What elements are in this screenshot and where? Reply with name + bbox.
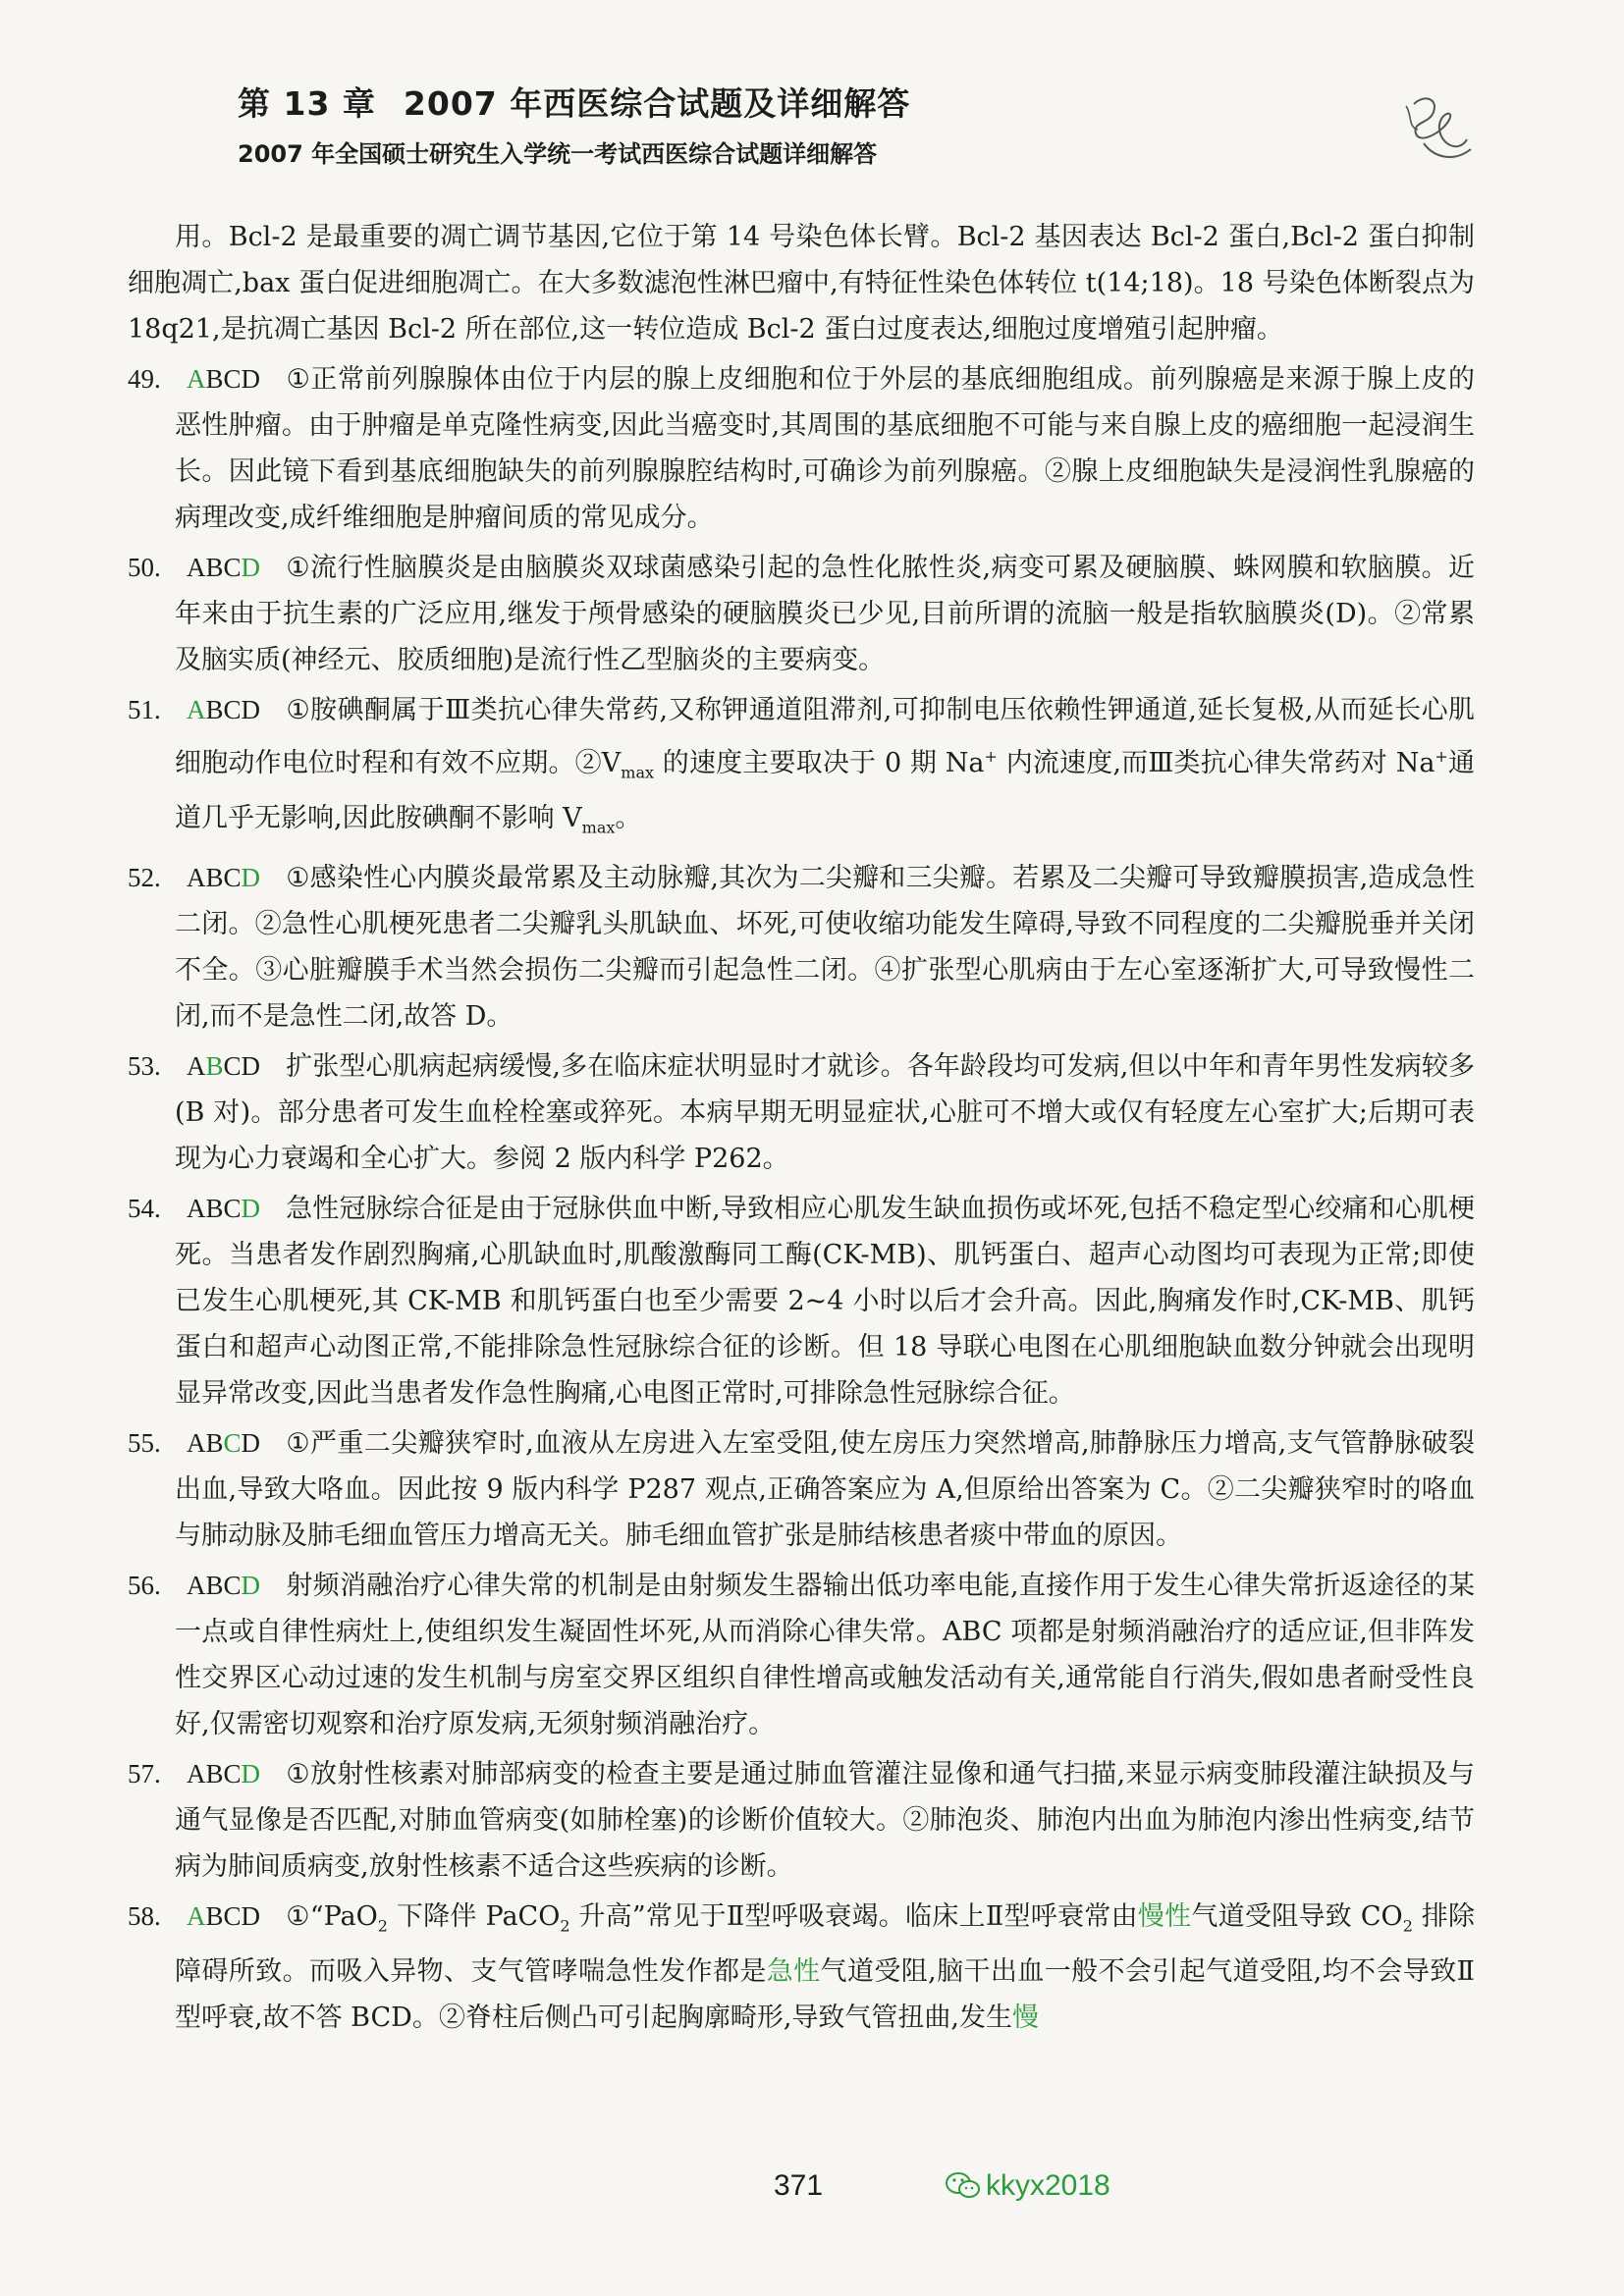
- option-letter: A: [187, 862, 206, 892]
- option-letter: D: [241, 695, 261, 724]
- option-letter: B: [205, 1900, 224, 1931]
- answer-item: [128, 687, 1475, 851]
- item-body: [175, 1428, 1475, 1551]
- option-letter: B: [205, 553, 224, 582]
- option-letter: A: [187, 1050, 206, 1081]
- answer-item: [128, 1751, 1475, 1890]
- item-body: [175, 1759, 1475, 1882]
- option-letter: C: [223, 1050, 242, 1081]
- text-segment: 下降伴 PaCO: [387, 1900, 561, 1932]
- option-letter: B: [205, 1050, 224, 1081]
- item-number: 58.: [128, 1900, 161, 1931]
- text-segment: 急性: [766, 1956, 821, 1988]
- answer-item: [128, 1186, 1475, 1416]
- text-segment: 2: [377, 1916, 388, 1936]
- item-number: 54.: [128, 1193, 161, 1223]
- option-letter: A: [187, 1193, 206, 1223]
- item-number: 56.: [128, 1570, 161, 1600]
- option-letter: D: [241, 1427, 261, 1458]
- item-number: 50.: [128, 553, 161, 582]
- option-letter: A: [187, 1570, 206, 1600]
- text-segment: max: [621, 763, 655, 782]
- chapter-name: 2007 年西医综合试题及详细解答: [403, 84, 911, 123]
- option-letter: A: [187, 364, 206, 394]
- item-number: 52.: [128, 862, 161, 892]
- option-letter: D: [241, 1050, 261, 1081]
- text-segment: 慢性: [1137, 1900, 1192, 1932]
- item-number: 51.: [128, 695, 161, 724]
- item-text: ①严重二尖瓣狭窄时,血液从左房进入左室受阻,使左房压力突然增高,肺静脉压力增高,支气管静脉破裂出血,导致大咯血。因此按 9 版内科学 P287 观点,正确答案应为 A,但原给出答案为 C。②二尖瓣狭窄时的咯血与肺动脉及肺毛细血管压力增高无关。肺毛细血管扩张是肺结核患者痰中带血的原因。: [175, 1427, 1475, 1551]
- item-options: [187, 1194, 260, 1223]
- text-segment: 通道几乎无影响,因此胺碘酮不影响 V: [175, 748, 1476, 834]
- text-segment: ①胺碘酮属于Ⅲ类抗心律失常药,又称钾通道阻滞剂,可抑制电压依赖性钾通道,延长复极,从而延长心肌细胞动作电位时程和有效不应期。②V: [175, 695, 1475, 778]
- answer-item: [128, 1043, 1475, 1182]
- option-letter: D: [241, 1900, 261, 1931]
- watermark: [945, 2169, 1110, 2203]
- item-body: [175, 553, 1475, 675]
- item-options: [187, 863, 260, 892]
- item-body: [175, 364, 1475, 533]
- item-number: 55.: [128, 1427, 161, 1458]
- option-letter: C: [223, 862, 242, 892]
- item-options: [187, 1901, 260, 1931]
- item-number: 57.: [128, 1758, 161, 1789]
- option-letter: D: [241, 1758, 261, 1789]
- page-content: [128, 214, 1475, 2045]
- text-segment: +: [1435, 747, 1448, 766]
- option-letter: B: [205, 1570, 224, 1600]
- option-letter: C: [223, 364, 242, 394]
- answer-item: [128, 356, 1475, 541]
- option-letter: C: [223, 1570, 242, 1600]
- item-text: ①感染性心内膜炎最常累及主动脉瓣,其次为二尖瓣和三尖瓣。若累及二尖瓣可导致瓣膜损害,造成急性二闭。②急性心肌梗死患者二尖瓣乳头肌缺血、坏死,可使收缩功能发生障碍,导致不同程度的二尖瓣脱垂并关闭不全。③心脏瓣膜手术当然会损伤二尖瓣而引起急性二闭。④扩张型心肌病由于左心室逐渐扩大,可导致慢性二闭,而不是急性二闭,故答 D。: [175, 862, 1475, 1032]
- option-letter: B: [205, 862, 224, 892]
- item-options: [187, 1571, 260, 1600]
- option-letter: A: [187, 1427, 206, 1458]
- item-text: [175, 1901, 1475, 2033]
- option-letter: B: [205, 695, 224, 724]
- page-footer: [0, 2169, 1624, 2228]
- page-subtitle: 2007 年全国硕士研究生入学统一考试西医综合试题详细解答: [238, 140, 878, 168]
- option-letter: B: [205, 1427, 224, 1458]
- answer-item: [128, 1563, 1475, 1747]
- item-text: ①放射性核素对肺部病变的检查主要是通过肺血管灌注显像和通气扫描,来显示病变肺段灌注缺损及与通气显像是否匹配,对肺血管病变(如肺栓塞)的诊断价值较大。②肺泡炎、肺泡内出血为肺泡内渗出性病变,结节病为肺间质病变,放射性核素不适合这些疾病的诊断。: [175, 1758, 1475, 1882]
- item-body: [175, 863, 1475, 1032]
- wechat-icon: [945, 2170, 982, 2202]
- text-segment: 升高”常见于Ⅱ型呼吸衰竭。临床上Ⅱ型呼衰常由: [569, 1900, 1138, 1932]
- text-segment: 慢: [1011, 2002, 1039, 2034]
- answer-item: [128, 545, 1475, 683]
- text-segment: 气道受阻,脑干出血一般不会引起气道受阻,均不会导致Ⅱ型呼衰,故不答 BCD。②脊柱后侧凸可引起胸廓畸形,导致气管扭曲,发生: [175, 1956, 1476, 2034]
- item-number: 53.: [128, 1050, 161, 1081]
- item-text: 射频消融治疗心律失常的机制是由射频发生器输出低功率电能,直接作用于发生心律失常折返途径的某一点或自律性病灶上,使组织发生凝固性坏死,从而消除心律失常。ABC 项都是射频消融治疗的适应证,但非阵发性交界区心动过速的发生机制与房室交界区组织自律性增高或触发活动有关,通常能自行消失,假如患者耐受性良好,仅需密切观察和治疗原发病,无须射频消融治疗。: [175, 1570, 1475, 1739]
- item-body: [175, 1051, 1475, 1174]
- option-letter: A: [187, 553, 206, 582]
- option-letter: C: [223, 695, 242, 724]
- option-letter: D: [241, 862, 261, 892]
- answer-item: [128, 855, 1475, 1040]
- item-text: ①流行性脑膜炎是由脑膜炎双球菌感染引起的急性化脓性炎,病变可累及硬脑膜、蛛网膜和软脑膜。近年来由于抗生素的广泛应用,继发于颅骨感染的硬脑膜炎已少见,目前所谓的流脑一般是指软脑膜炎(D)。②常累及脑实质(神经元、胶质细胞)是流行性乙型脑炎的主要病变。: [175, 553, 1475, 675]
- item-options: [187, 695, 260, 724]
- text-segment: 气道受阻导致 CO: [1191, 1900, 1403, 1932]
- option-letter: B: [205, 364, 224, 394]
- option-letter: D: [241, 364, 261, 394]
- option-letter: C: [223, 1193, 242, 1223]
- text-segment: 内流速度,而Ⅲ类抗心律失常药对 Na: [997, 748, 1435, 778]
- option-letter: D: [241, 1193, 261, 1223]
- item-options: [187, 1759, 260, 1789]
- option-letter: C: [223, 1758, 242, 1789]
- option-letter: C: [223, 553, 242, 582]
- text-segment: max: [581, 818, 616, 837]
- text-segment: 的速度主要取决于 0 期 Na: [654, 748, 985, 778]
- item-text: 急性冠脉综合征是由于冠脉供血中断,导致相应心肌发生缺血损伤或坏死,包括不稳定型心绞痛和心肌梗死。当患者发作剧烈胸痛,心肌缺血时,肌酸激酶同工酶(CK-MB)、肌钙蛋白、超声心动图均可表现为正常;即使已发生心肌梗死,其 CK-MB 和肌钙蛋白也至少需要 2~4 小时以后才会升高。因此,胸痛发作时,CK-MB、肌钙蛋白和超声心动图正常,不能排除急性冠脉综合征的诊断。但 18 导联心电图在心肌细胞缺血数分钟就会出现明显异常改变,因此当患者发作急性胸痛,心电图正常时,可排除急性冠脉综合征。: [175, 1193, 1475, 1409]
- item-options: [187, 364, 260, 394]
- page-header: [238, 79, 1465, 169]
- option-letter: C: [223, 1900, 242, 1931]
- answer-item: [128, 1894, 1475, 2041]
- item-options: [187, 1428, 260, 1458]
- answer-list: [128, 356, 1475, 2041]
- page-number: 371: [774, 2169, 824, 2202]
- text-segment: 2: [1402, 1916, 1413, 1936]
- item-text: ①正常前列腺腺体由位于内层的腺上皮细胞和位于外层的基底细胞组成。前列腺癌是来源于腺上皮的恶性肿瘤。由于肿瘤是单克隆性病变,因此当癌变时,其周围的基底细胞不可能与来自腺上皮的癌细胞一起浸润生长。因此镜下看到基底细胞缺失的前列腺腺腔结构时,可确诊为前列腺癌。②腺上皮细胞缺失是浸润性乳腺癌的病理改变,成纤维细胞是肿瘤间质的常见成分。: [175, 364, 1475, 533]
- item-options: [187, 553, 260, 582]
- intro-paragraph: 用。Bcl-2 是最重要的凋亡调节基因,它位于第 14 号染色体长臂。Bcl-2 基因表达 Bcl-2 蛋白,Bcl-2 蛋白抑制细胞凋亡,bax 蛋白促进细胞凋亡。在大多数滤泡性淋巴瘤中,有特征性染色体转位 t(14;18)。18 号染色体断裂点为 18q21,是抗凋亡基因 Bcl-2 所在部位,这一转位造成 Bcl-2 蛋白过度表达,细胞过度增殖引起肿瘤。: [128, 222, 1475, 345]
- text-segment: +: [984, 747, 998, 766]
- option-letter: A: [187, 695, 206, 724]
- chapter-title: [238, 79, 1465, 125]
- option-letter: A: [187, 1758, 206, 1789]
- item-number: 49.: [128, 364, 161, 394]
- option-letter: C: [223, 1427, 242, 1458]
- item-body: [175, 1194, 1475, 1409]
- signature-icon: [1394, 84, 1483, 173]
- text-segment: ①“PaO: [286, 1900, 378, 1932]
- answer-item: [128, 1420, 1475, 1559]
- option-letter: B: [205, 1758, 224, 1789]
- option-letter: D: [241, 1570, 261, 1600]
- item-options: [187, 1051, 260, 1081]
- option-letter: B: [205, 1193, 224, 1223]
- option-letter: D: [241, 553, 261, 582]
- option-letter: A: [187, 1900, 206, 1931]
- item-text: [175, 695, 1476, 837]
- item-text: 扩张型心肌病起病缓慢,多在临床症状明显时才就诊。各年龄段均可发病,但以中年和青年男性发病较多(B 对)。部分患者可发生血栓栓塞或猝死。本病早期无明显症状,心脏可不增大或仅有轻度左心室扩大;后期可表现为心力衰竭和全心扩大。参阅 2 版内科学 P262。: [175, 1050, 1475, 1174]
- text-segment: 。: [615, 803, 642, 834]
- chapter-label: 第 13 章: [238, 84, 376, 123]
- text-segment: 2: [560, 1916, 570, 1936]
- item-body: [175, 695, 1476, 837]
- watermark-text: kkyx2018: [986, 2169, 1110, 2202]
- text-segment: 排除障碍所致。而吸入异物、支气管哮喘急性发作都是: [175, 1900, 1475, 1988]
- item-body: [175, 1901, 1475, 2033]
- item-body: [175, 1571, 1475, 1739]
